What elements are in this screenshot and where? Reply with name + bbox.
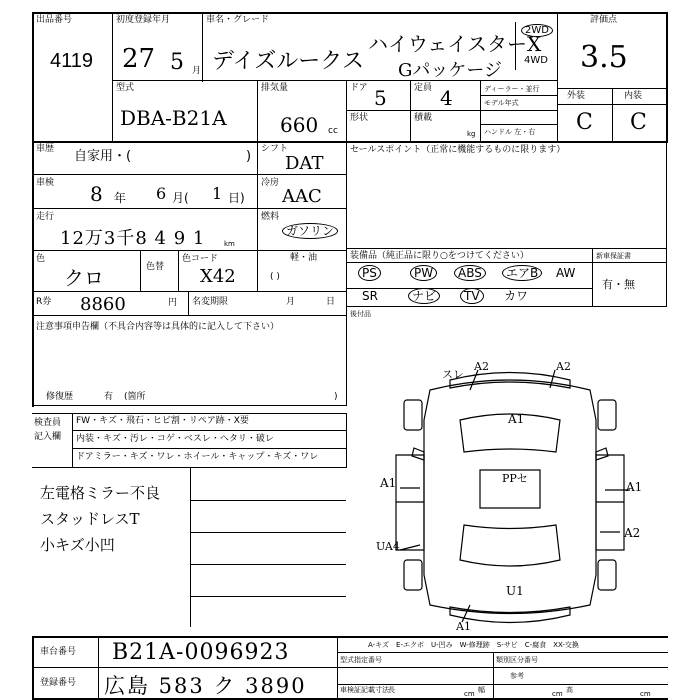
chassis-number-label: 車台番号 xyxy=(40,647,77,657)
ac-value: AAC xyxy=(282,186,322,207)
equip-airbag: エアB xyxy=(502,268,542,278)
warranty-value: 有・無 xyxy=(602,278,635,291)
damage-mark-rear-glass: U1 xyxy=(506,584,524,598)
repair-history-label: 修復歴 xyxy=(46,392,74,402)
inspection-year: 8 xyxy=(90,182,103,206)
damage-mark-hood: A1 xyxy=(508,412,525,426)
equip-aw: AW xyxy=(556,266,576,280)
fuel-label: 燃料 xyxy=(261,212,280,222)
car-grade: ハイウェイスターX xyxy=(368,32,542,56)
door-count: 5 xyxy=(374,86,387,110)
inspection-year-suffix: 年 xyxy=(114,191,127,205)
damage-mark-rear-bumper: A1 xyxy=(456,620,471,633)
mileage-value: 12万3千8 4 9 1 xyxy=(60,228,206,249)
checklist-row2: 内装・キズ・汚レ・コゲ・ベスレ・ヘタリ・破レ xyxy=(76,434,274,444)
color-code: X42 xyxy=(200,266,236,287)
shift-label: シフト xyxy=(261,144,289,154)
usage-value: 自家用・( xyxy=(74,149,132,164)
width-label: 幅 xyxy=(478,686,485,694)
cm-unit-3: cm xyxy=(640,690,651,698)
length-label: 長 xyxy=(388,686,395,694)
recycle-value: 8860 xyxy=(80,294,126,315)
registration-number-label: 登録番号 xyxy=(40,678,77,688)
car-grade-package: Gパッケージ xyxy=(398,60,503,81)
equip-navi: ナビ xyxy=(408,291,440,301)
registration-number: 広島 583 ク 3890 xyxy=(104,674,307,698)
drive-4wd: 4WD xyxy=(524,55,548,66)
shift-value: DAT xyxy=(285,153,324,174)
displacement-value: 660 xyxy=(280,113,319,137)
inspection-day: 1 xyxy=(212,184,223,203)
note-line-1: 左電格ミラー不良 xyxy=(40,484,161,502)
repair-history-value: 有 xyxy=(104,392,114,402)
km-unit: km xyxy=(224,240,235,248)
memo-label: 記入欄 xyxy=(34,432,62,442)
equip-ps: PS xyxy=(358,268,381,278)
month-suffix: 月 xyxy=(192,66,202,76)
expiry-day: 日 xyxy=(326,297,336,307)
damage-mark-front-left: A2 xyxy=(474,360,489,373)
seat-label: 定員 xyxy=(414,83,433,93)
exterior-grade: C xyxy=(576,110,593,135)
model-code: DBA-B21A xyxy=(120,106,227,130)
damage-mark-roof: PPセ xyxy=(502,472,528,485)
fuel-other: ( ) xyxy=(270,272,280,282)
repair-place-close: ) xyxy=(334,392,338,402)
recycle-label: R券 xyxy=(36,297,52,307)
model-label: 型式 xyxy=(116,83,135,93)
note-line-2: スタッドレスT xyxy=(40,510,140,528)
car-name-label: 車名・グレード xyxy=(206,15,270,25)
dealer-label: ディーラー・並行 xyxy=(484,85,540,93)
displacement-label: 排気量 xyxy=(261,83,289,93)
equipment-label: 装備品（純正品に限り○をつけてください） xyxy=(350,251,529,261)
equip-tv: TV xyxy=(460,291,484,301)
repair-place-label: (箇所 xyxy=(124,392,146,402)
dimension-label: 車検証記載寸法 xyxy=(340,686,389,694)
kg-unit: kg xyxy=(467,130,476,138)
door-label: ドア xyxy=(350,83,368,93)
color-label: 色 xyxy=(36,254,46,264)
color-code-label: 色コード xyxy=(182,254,219,264)
reference-label: 参考 xyxy=(510,672,524,680)
interior-grade: C xyxy=(630,110,647,135)
inspection-label: 車検 xyxy=(36,178,55,188)
cm-unit-1: cm xyxy=(464,690,475,698)
usage-label: 車歴 xyxy=(36,144,55,154)
yen-unit: 円 xyxy=(168,298,178,308)
exterior-label: 外装 xyxy=(567,91,586,101)
drive-2wd: 2WD xyxy=(521,26,553,36)
car-name: デイズルークス xyxy=(212,49,365,74)
cm-unit-2: cm xyxy=(552,690,563,698)
model-year-label: モデル年式 xyxy=(484,99,519,107)
damage-mark-left-rear: UA4 xyxy=(376,540,400,553)
interior-label: 内装 xyxy=(624,91,643,101)
notes-label: 注意事項申告欄（不具合内容等は具体的に記入して下さい） xyxy=(36,322,280,332)
checklist-row1: FW・キズ・飛石・ヒビ割・リペア跡・X要 xyxy=(76,416,249,426)
checklist-row3: ドアミラー・キズ・ワレ・ホイール・キャップ・キズ・ワレ xyxy=(76,452,319,462)
registration-month: 5 xyxy=(170,50,184,75)
damage-mark-right-rear: A2 xyxy=(624,526,641,540)
mileage-label: 走行 xyxy=(36,212,55,222)
inspection-month: 6 xyxy=(156,184,167,203)
load-label: 積載 xyxy=(414,113,433,123)
sales-point-label: セールスポイント（正常に機能するものに限ります） xyxy=(350,145,566,155)
height-label: 高 xyxy=(566,686,573,694)
damage-legend: A-キズ E-エクボ U-凹み W-修理跡 S-サビ C-腐食 XX-交換 xyxy=(368,641,579,649)
color-value: クロ xyxy=(64,266,104,290)
cc-unit: cc xyxy=(328,126,338,136)
diesel-label: 軽・油 xyxy=(290,253,318,263)
damage-mark-left-door: A1 xyxy=(380,476,397,490)
inspection-day-suffix: 日) xyxy=(228,191,245,205)
first-registration-label: 初度登録年月 xyxy=(116,15,171,25)
color-change-label: 色替 xyxy=(146,262,165,272)
usage-close: ) xyxy=(246,149,252,164)
expiry-label: 名変期限 xyxy=(192,297,229,307)
ac-label: 冷房 xyxy=(261,178,280,188)
equip-leather: カワ xyxy=(504,289,529,303)
damage-mark-front-right: A2 xyxy=(556,360,571,373)
note-line-3: 小キズ小凹 xyxy=(40,536,115,554)
inspector-label: 検査員 xyxy=(34,418,62,428)
type-designation-label: 型式指定番号 xyxy=(340,656,382,664)
retrofit-label: 後付品 xyxy=(350,310,371,318)
lot-number: 4119 xyxy=(50,50,94,72)
warranty-label: 新車保証書 xyxy=(596,252,631,260)
score-label: 評価点 xyxy=(590,15,618,25)
score-value: 3.5 xyxy=(580,40,628,75)
damage-mark-right-door: A1 xyxy=(626,480,643,494)
shape-label: 形状 xyxy=(350,113,369,123)
damage-mark-scratch: スレ xyxy=(442,368,464,381)
seat-count: 4 xyxy=(440,86,453,110)
handle-label: ハンドル 左・右 xyxy=(484,128,536,136)
equip-abs: ABS xyxy=(454,268,486,278)
inspection-month-suffix: 月( xyxy=(172,191,189,205)
equip-sr: SR xyxy=(362,289,378,303)
category-number-label: 類別区分番号 xyxy=(496,656,538,664)
equip-pw: PW xyxy=(410,268,437,278)
fuel-value: ガソリン xyxy=(282,226,338,236)
lot-number-label: 出品番号 xyxy=(36,15,73,25)
chassis-number: B21A-0096923 xyxy=(112,640,290,665)
registration-year: 27 xyxy=(122,44,156,74)
expiry-month: 月 xyxy=(286,297,296,307)
